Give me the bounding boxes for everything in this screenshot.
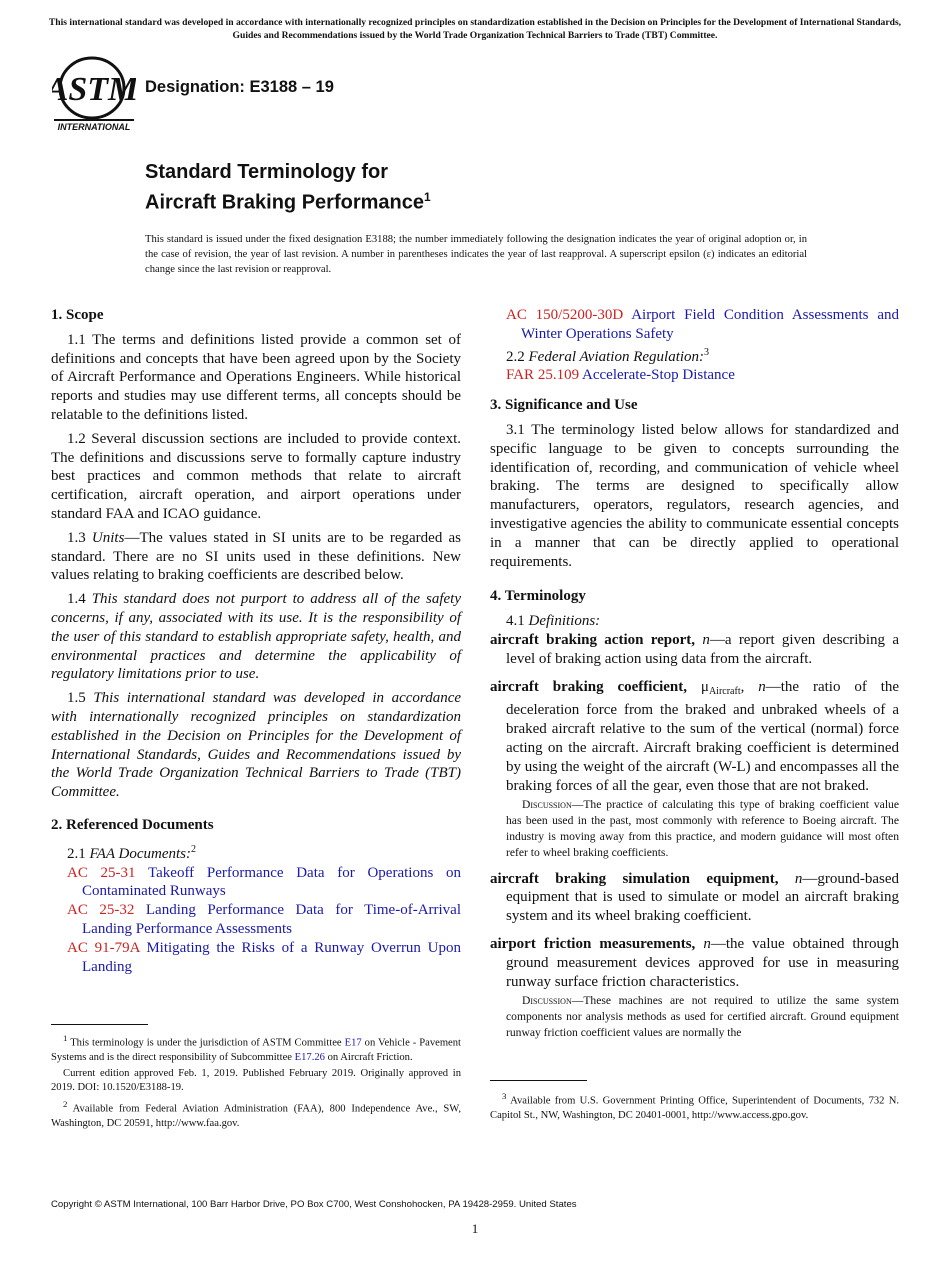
astm-logo [52,56,136,132]
paragraph-1-1: 1.1 The terms and definitions listed provide a common set of definitions and concepts that have been agreed upon by the Society of Aircraft Performance and Operations Engineers. While historical reports and studies may use different terms, all concepts should be relatable to the definitions listed. [51,331,461,423]
link-e17[interactable]: E17 [344,1037,362,1049]
term-aircraft-braking-coefficient: aircraft braking coefficient, $\mu_{Aircraft}$, n—the ratio of the deceleration force from the braked and unbraked wheels of a braked aircraft relative to the sum of the vertical (normal) force acting on the aircraft. Aircraft braking coefficient is determined by using the weight of the aircraft (W-L) and encompasses all the braking forces of all the gear, even those that are not braked. [490,678,900,794]
left-column [51,306,461,976]
title-footnote-mark: 1 [423,190,431,204]
ref-ac-91-79a[interactable]: AC 91-79A Mitigating the Risks of a Runway Overrun Upon Landing [67,939,462,975]
paragraph-3-1: 3.1 The terminology listed below allows for standardized and specific language to be given to concepts surrounding the identification of, recording, and communication of vehicle wheel braking. The terms are designed to specifically allow manufacturers, operators, regulators, research agencies, and investigative agencies the ability to communicate essential concepts in a manner that can be directly applied to operational requirements. [490,421,899,570]
section-heading-significance: 3. Significance and Use [490,397,638,414]
faa-documents-label: 2.1 FAA Documents:$^2$ [67,843,197,862]
designation: Designation: E3188 – 19 [145,78,334,96]
footnotes-left [51,1031,461,1132]
footnote-rule-left [51,1024,148,1025]
footnote-rule-right [490,1080,587,1081]
footnote-1: $^1$ This terminology is under the jurisdiction of ASTM Committee E17 on Vehicle - Pavement Systems and is the direct responsibility of Subcommittee E17.26 on Aircraft Friction. [51,1033,461,1064]
ref-ac-25-31[interactable]: AC 25-31 Takeoff Performance Data for Operations on Contaminated Runways [67,864,461,900]
paragraph-1-3: 1.3 Units—The values stated in SI units are to be regarded as standard. There are no SI units used in these definitions. New values relating to braking coefficients are described below. [51,529,461,584]
section-heading-referenced-documents: 2. Referenced Documents [51,816,214,833]
paragraph-1-5: 1.5 This international standard was developed in accordance with internationally recognized principles on standardization established in the Decision on Principles for the Development of International Standards, Guides and Recommendations issued by the World Trade Organization Technical Barriers to Trade (TBT) Committee. [51,690,462,801]
term-aircraft-braking-simulation-equipment: aircraft braking simulation equipment, n—ground-based equipment that is used to simulate or model an aircraft braking system and its wheel braking coefficient. [490,870,900,925]
link-e17-26[interactable]: E17.26 [294,1052,325,1064]
definitions-label: 4.1 Definitions: [506,613,601,630]
ref-far-25-109[interactable]: FAR 25.109 Accelerate-Stop Distance [506,367,735,384]
svg-text:ASTM: ASTM [52,71,136,108]
footnote-2: $^2$ Available from Federal Aviation Administration (FAA), 800 Independence Ave., SW, Washington, DC 20591, http://www.faa.gov. [51,1098,461,1129]
svg-text:INTERNATIONAL: INTERNATIONAL [57,122,131,132]
copyright: Copyright © ASTM International, 100 Barr Harbor Drive, PO Box C700, West Conshohocken, PA 19428-2959. United States [51,1199,577,1210]
right-column [490,306,899,1041]
discussion-braking-coefficient: Discussion—The practice of calculating this type of braking coefficient value has been used in the past, most commonly with reference to Boeing aircraft. The industry is moving away from this practice, and modern guidance will most often refer to wheel braking coefficients. [506,798,899,859]
discussion-friction-measurements: Discussion—These machines are not required to utilize the same system components nor analysis methods as used for certified aircraft. Ground equipment runway friction coefficient values are normally the [506,994,899,1039]
page-number: 1 [471,1221,479,1236]
section-heading-terminology: 4. Terminology [490,588,586,605]
issue-note: This standard is issued under the fixed designation E3188; the number immediately following the designation indicates the year of original adoption or, in the case of revision, the year of last revision. A number in parentheses indicates the year of last reapproval. A superscript epsilon (ε) indicates an editorial change since the last revision or reapproval. [145,234,807,275]
footnote-3: $^3$ Available from U.S. Government Printing Office, Superintendent of Documents, 732 N. Capitol St., NW, Washington, DC 20401-0001, http://www.access.gpo.gov. [490,1091,899,1122]
edition-note: Current edition approved Feb. 1, 2019. Published February 2019. Originally approved in 2019. DOI: 10.1520/E3188-19. [51,1067,461,1094]
term-aircraft-braking-action-report: aircraft braking action report, n—a report given describing a level of braking action using data from the aircraft. [490,631,899,667]
ref-ac-25-32[interactable]: AC 25-32 Landing Performance Data for Time-of-Arrival Landing Performance Assessments [67,902,462,937]
far-label: 2.2 Federal Aviation Regulation:$^3$ [506,346,710,365]
section-heading-scope: 1. Scope [51,307,104,323]
title-line-1: Standard Terminology for [145,161,388,183]
ref-ac-150-5200-30d[interactable]: AC 150/5200-30D Airport Field Condition Assessments and Winter Operations Safety [506,307,899,342]
paragraph-1-2: 1.2 Several discussion sections are included to provide context. The definitions and discussions serve to formally capture industry best practices and common methods that relate to aircraft certification, aircraft operation, and airport operations under standard FAA and ICAO guidance. [51,430,461,522]
title-line-2: Aircraft Braking Performance$^1$ [145,190,431,214]
paragraph-1-4: 1.4 This standard does not purport to address all of the safety concerns, if any, associated with its use. It is the responsibility of the user of this standard to establish appropriate safety, health, and environmental practices and determine the applicability of regulatory limitations prior to use. [51,591,462,683]
footnotes-right [490,1089,899,1125]
term-airport-friction-measurements: airport friction measurements, n—the value obtained through ground measurement devices approved for use in measuring runway surface friction characteristics. [490,935,900,990]
document-title [145,160,431,216]
top-note: This international standard was developed in accordance with internationally recognized principles on standardization established in the Decision on Principles for the Development of International Standards, Guides and Recommendations issued by the World Trade Organization Technical Barriers to Trade (TBT) Committee. [48,17,902,41]
